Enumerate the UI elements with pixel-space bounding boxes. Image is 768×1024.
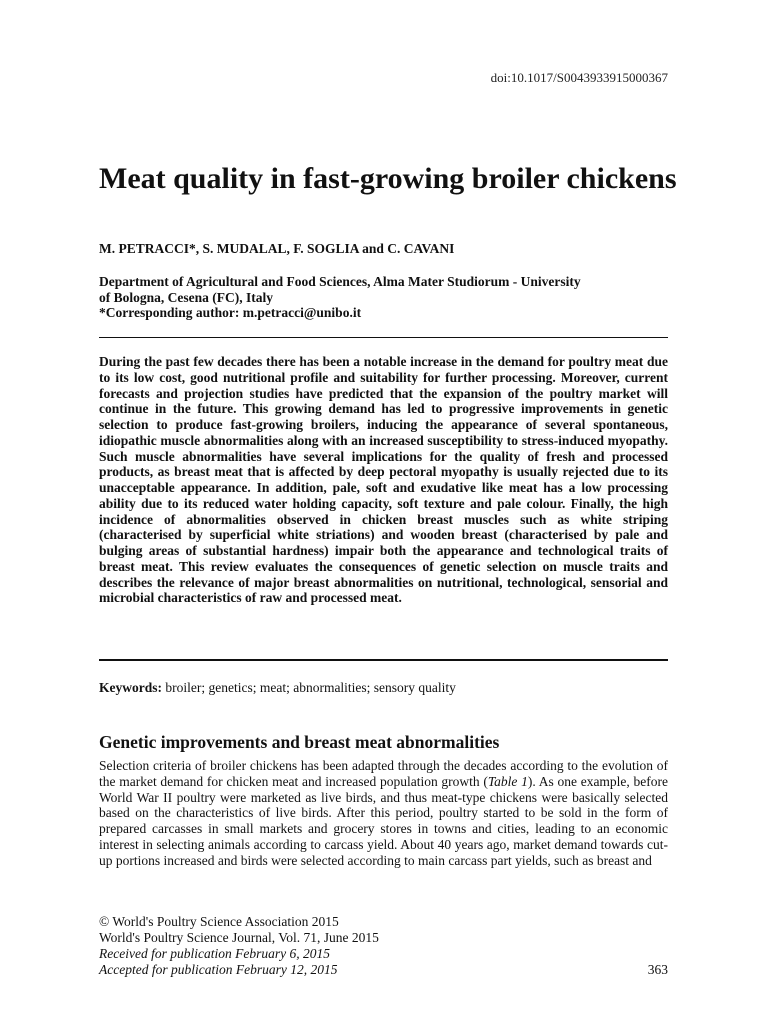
footer-block <box>99 914 668 978</box>
divider-top <box>99 337 668 338</box>
abstract-text: During the past few decades there has been a notable increase in the demand for poultry meat due to its low cost, good nutritional profile and suitability for further processing. Moreover, current forecasts and projection studies have predicted that the expansion of the poultry market will continue in the future. This growing demand has led to progressive improvements in genetic selection to produce fast-growing broilers, inducing the appearance of several spontaneous, idiopathic muscle abnormalities along with an increased susceptibility to stress-induced myopathy. Such muscle abnormalities have several implications for the quality of fresh and processed products, as breast meat that is affected by deep pectoral myopathy is usually rejected due to its unacceptable appearance. In addition, pale, soft and exudative like meat has a low processing ability due to its reduced water holding capacity, soft texture and pale colour. Finally, the high incidence of abnormalities observed in chicken breast muscles such as white striping (characterised by superficial white striations) and wooden breast (characterised by pale and bulging areas of substantial hardness) impair both the appearance and technological traits of breast meat. This review evaluates the consequences of genetic selection on muscle traits and describes the relevance of major breast abnormalities on nutritional, technological, sensorial and microbial characteristics of raw and processed meat. <box>99 354 668 606</box>
divider-bottom <box>99 659 668 661</box>
body-text-part: ). As one example, before World War II poultry were marketed as live birds, and thus meat-type chickens were basically selected based on the characteristics of live birds. After this period, poultry started to be sold in the form of prepared carcasses in small markets and grocery stores in towns and cities, leading to an economic interest in selecting animals according to carcass yield. About 40 years ago, market demand towards cut-up portions increased and birds were selected according to main carcass part yields, such as breast and <box>99 773 669 868</box>
journal-citation: World's Poultry Science Journal, Vol. 71, June 2015 <box>99 930 379 945</box>
accepted-date: Accepted for publication February 12, 2015 <box>99 962 338 977</box>
author-list: M. PETRACCI*, S. MUDALAL, F. SOGLIA and C. CAVANI <box>99 241 455 256</box>
affiliation-line: of Bologna, Cesena (FC), Italy <box>99 289 273 305</box>
copyright-line: © World's Poultry Science Association 2015 <box>99 914 339 929</box>
keywords-list: broiler; genetics; meat; abnormalities; sensory quality <box>165 680 456 695</box>
table-reference: Table 1 <box>487 773 528 789</box>
article-title: Meat quality in fast-growing broiler chickens <box>99 162 677 195</box>
section-heading: Genetic improvements and breast meat abnormalities <box>99 732 500 752</box>
received-date: Received for publication February 6, 2015 <box>99 946 330 961</box>
affiliation-line: Department of Agricultural and Food Sciences, Alma Mater Studiorum - University <box>99 274 581 289</box>
corresponding-author: *Corresponding author: m.petracci@unibo.it <box>99 305 362 320</box>
body-text-part: Selection criteria of broiler chickens has been adapted through the decades according to the evolution of the market demand for chicken meat and increased population growth ( <box>99 758 668 789</box>
keywords-line <box>99 680 456 696</box>
keywords-label: Keywords: <box>99 680 162 695</box>
page-number: 363 <box>647 962 668 977</box>
section-body <box>99 758 668 868</box>
doi-identifier: doi:10.1017/S0043933915000367 <box>490 70 668 85</box>
affiliation-block <box>99 274 669 321</box>
